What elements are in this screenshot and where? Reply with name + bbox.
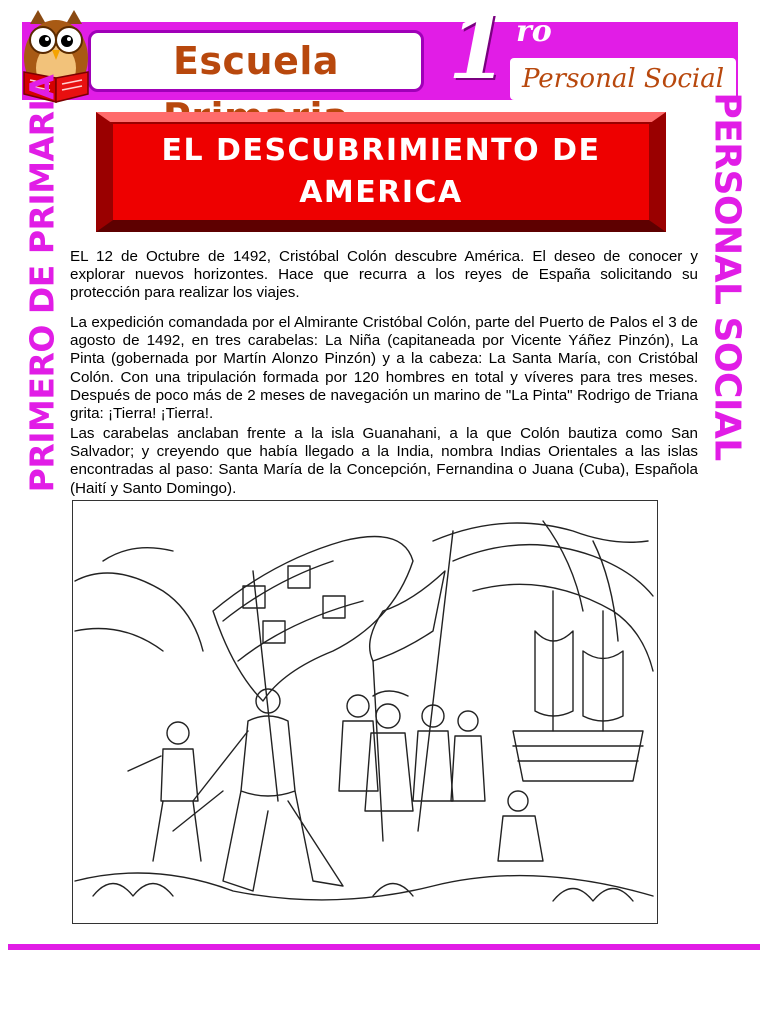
title-plaque — [113, 124, 649, 220]
illustration-line-art — [73, 501, 656, 922]
page-title-line-1: EL DESCUBRIMIENTO DE — [161, 133, 601, 168]
paragraph-arrival: Las carabelas anclaban frente a la isla Guanahani, a la que Colón bautiza como San Salvador; y creyendo que había llegado a la India, nombra Indias Orientales a las islas encontradas al paso: Santa María de la Concepción, Fernandina o Juana (Cuba), Española (Haití y Santo Domingo). — [70, 425, 698, 497]
subject-name: Personal Social — [521, 64, 725, 94]
paragraph-intro: EL 12 de Octubre de 1492, Cristóbal Colón descubre América. El deseo de conocer y explorar nuevos horizontes. Hace que recurra a los reyes de España solicitando su protección para realizar los viajes. — [70, 248, 698, 302]
footer-divider — [8, 944, 760, 950]
side-label-left: PRIMERO DE PRIMARIA — [22, 74, 62, 492]
school-name-box — [88, 30, 424, 92]
side-label-left-container — [16, 74, 68, 492]
illustration-columbus-landing — [72, 500, 658, 924]
grade-number: 1 — [448, 0, 508, 99]
page-title — [162, 130, 601, 214]
paragraph-expedition: La expedición comandada por el Almirante Cristóbal Colón, parte del Puerto de Palos el 3 de agosto de 1492, en tres carabelas: La Niña (capitaneada por Vicente Yáñez Pinzón), La Pinta (gobernada por Martín Alonzo Pinzón) y a la cabeza: La Santa María, con Cristóbal Colón. Con una tripulación formada por 120 hombres en total y víveres para tres meses. Después de poco más de 2 meses de navegación un marino de "La Pinta" Rodrigo de Triana grita: ¡Tierra! ¡Tierra!. — [70, 314, 698, 423]
side-label-right-container — [696, 91, 758, 461]
grade-suffix: ro — [516, 14, 552, 49]
side-label-right: PERSONAL SOCIAL — [706, 91, 748, 461]
school-name: Escuela — [172, 39, 340, 83]
page-title-line-2: AMERICA — [299, 175, 463, 210]
